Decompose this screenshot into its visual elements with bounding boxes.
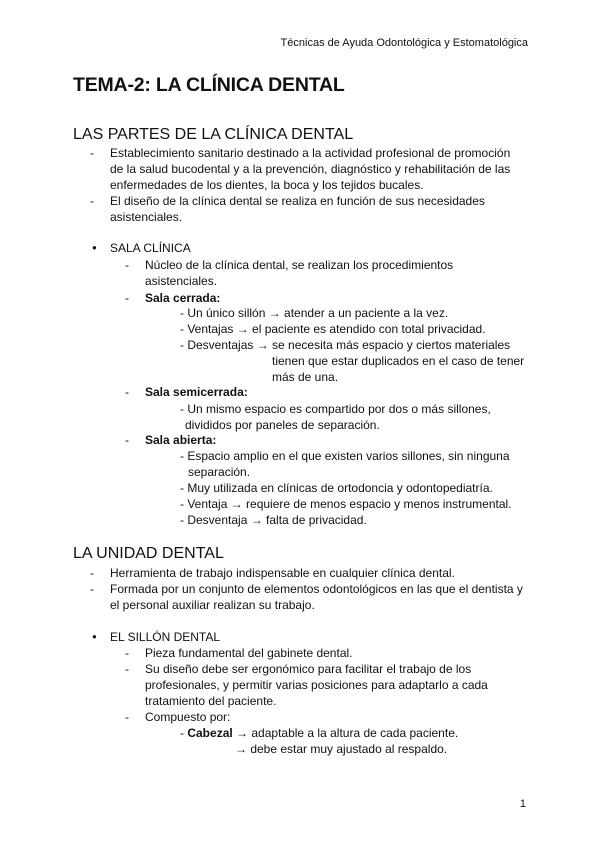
sala-cerrada-heading: - Sala cerrada:: [145, 290, 220, 306]
page-title: TEMA-2: LA CLÍNICA DENTAL: [73, 74, 345, 96]
sala-cerrada-continuation: tienen que estar duplicados en el caso de tener más de una.: [272, 354, 525, 384]
sala-abierta-heading: - Sala abierta:: [145, 432, 216, 448]
list-item: - Herramienta de trabajo indispensable en cualquier clínica dental.: [110, 565, 455, 581]
list-item: - El diseño de la clínica dental se realiza en función de sus necesidades asistenciales.: [110, 193, 485, 225]
list-item: - Núcleo de la clínica dental, se realizan los procedimientos asistenciales.: [145, 257, 453, 289]
bullet-sala-clinica: ● SALA CLÍNICA: [110, 240, 191, 256]
page-number: 1: [519, 798, 526, 810]
sala-semicerrada-heading: - Sala semicerrada:: [145, 384, 248, 400]
sala-semicerrada-list: - Un mismo espacio es compartido por dos o más sillones, divididos por paneles de separación.: [180, 402, 491, 432]
running-header: Técnicas de Ayuda Odontológica y Estomatológica: [280, 37, 528, 49]
cabezal-continuation: → debe estar muy ajustado al respaldo.: [235, 742, 448, 756]
section-heading-unidad: LA UNIDAD DENTAL: [73, 545, 224, 562]
bullet-sillon-dental: ● EL SILLÓN DENTAL: [110, 629, 220, 645]
cabezal-line: - Cabezal → adaptable a la altura de cada paciente.: [180, 726, 459, 740]
list-item: - Compuesto por:: [145, 709, 230, 725]
sala-cerrada-list: - Un único sillón → atender a un paciente a la vez. - Ventajas → el paciente es atendido con total privacidad. - Desventajas → se necesita más espacio y ciertos materiales: [180, 306, 511, 352]
list-item: - Su diseño debe ser ergonómico para facilitar el trabajo de los profesionales, y permitir varias posiciones para adaptarlo a cada tratamiento del paciente.: [145, 661, 488, 709]
list-item: - Establecimiento sanitario destinado a la actividad profesional de promoción de la salud bucodental y a la prevención, diagnóstico y rehabilitación de las enfermedades de los dientes, la boca y los tejidos bucales.: [110, 145, 510, 193]
list-item: - Pieza fundamental del gabinete dental.: [145, 645, 353, 661]
sala-abierta-list: - Espacio amplio en el que existen varios sillones, sin ninguna separación. - Muy utilizada en clínicas de ortodoncia y odontopediatría. - Ventaja → requiere de menos espacio y menos instrumental. - Desventaja → falta de privacidad.: [180, 449, 512, 527]
section-heading-partes: LAS PARTES DE LA CLÍNICA DENTAL: [73, 126, 354, 143]
list-item: - Formada por un conjunto de elementos odontológicos en las que el dentista y el personal auxiliar realizan su trabajo.: [110, 581, 523, 613]
